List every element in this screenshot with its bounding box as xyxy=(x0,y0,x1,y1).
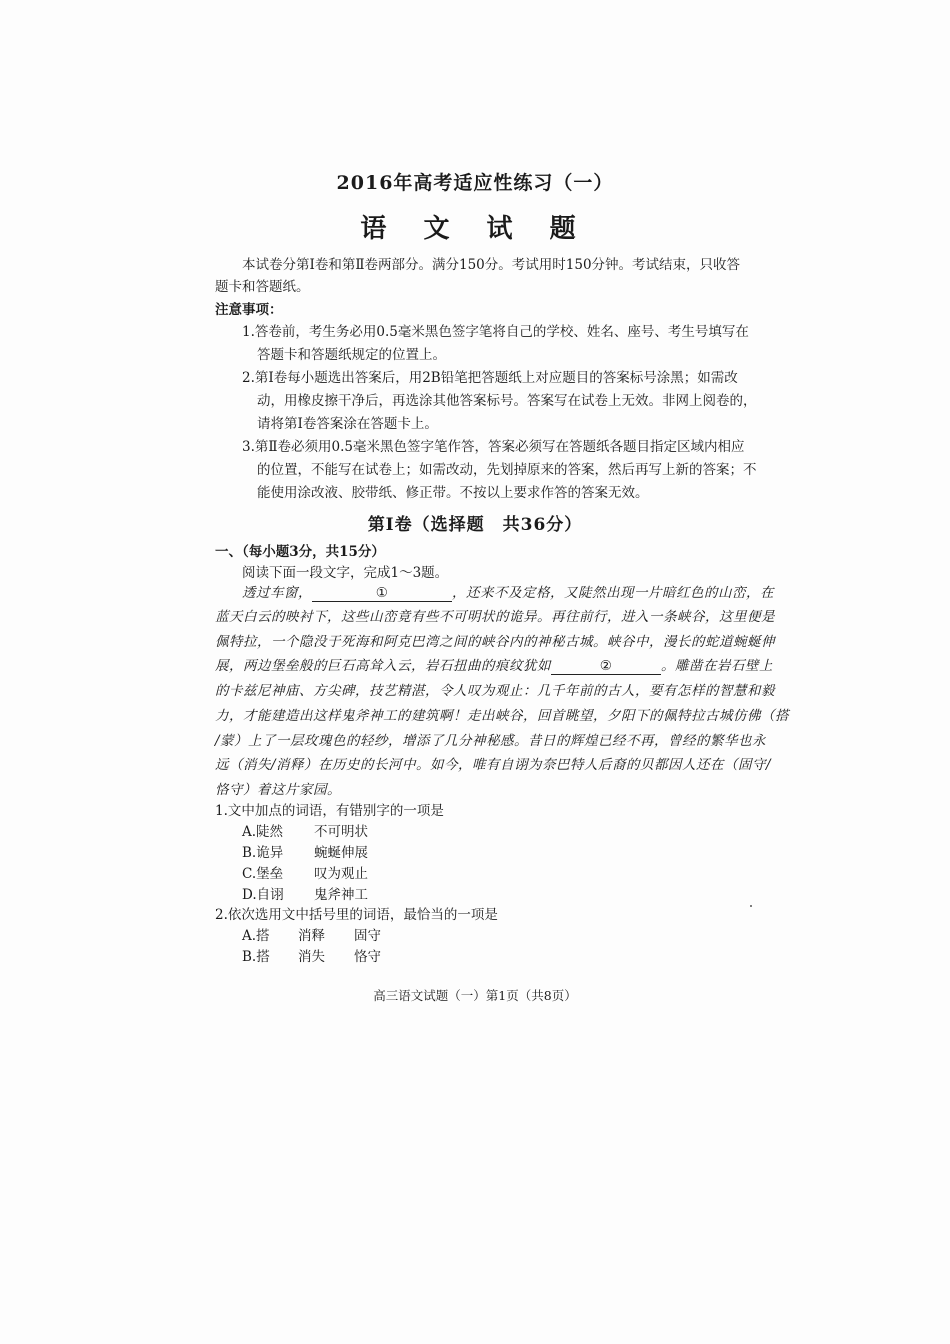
passage-text: 展，两边堡垒般的巨石高耸入云，岩石扭曲的痕纹犹如 xyxy=(215,658,551,674)
intro-line-2: 题卡和答题纸。 xyxy=(215,279,310,295)
scan-speck xyxy=(750,905,752,907)
question-2-stem: 2.依次选用文中括号里的词语，最恰当的一项是 xyxy=(215,907,498,923)
option-word: 消失 xyxy=(298,949,325,965)
note-2a: 2.第Ⅰ卷每小题选出答案后，用2B铅笔把答题纸上对应题目的答案标号涂黑；如需改 xyxy=(242,370,738,386)
passage-text: 透过车窗， xyxy=(242,585,312,601)
option-letter: D.自诩 xyxy=(242,887,284,903)
passage-line-9: 恪守）着这片家园。 xyxy=(215,782,341,798)
q1-option-d xyxy=(242,885,368,905)
note-3c: 能使用涂改液、胶带纸、修正带。不按以上要求作答的答案无效。 xyxy=(257,485,649,501)
exam-title: 2016年高考适应性练习（一） xyxy=(336,172,614,194)
note-3a: 3.第Ⅱ卷必须用0.5毫米黑色签字笔作答，答案必须写在答题纸各题目指定区域内相应 xyxy=(242,439,745,455)
option-letter: A.陡然 xyxy=(242,824,284,840)
option-letter: A.搭 xyxy=(242,928,270,944)
passage-line-2: 蓝天白云的映衬下，这些山峦竟有些不可明状的诡异。再往前行，进入一条峡谷，这里便是 xyxy=(215,609,775,625)
option-word: 固守 xyxy=(354,928,381,944)
blank-2: ② xyxy=(551,658,661,675)
note-1b: 答题卡和答题纸规定的位置上。 xyxy=(257,347,446,363)
part-heading: 一、（每小题3分，共15分） xyxy=(215,544,385,560)
option-text: 蜿蜒伸展 xyxy=(314,845,368,861)
option-letter: B.搭 xyxy=(242,949,270,965)
intro-line-1: 本试卷分第Ⅰ卷和第Ⅱ卷两部分。满分150分。考试用时150分钟。考试结束，只收答 xyxy=(242,257,741,273)
reading-instruction: 阅读下面一段文字，完成1～3题。 xyxy=(242,565,449,581)
passage-line-8: 远（消失/消释）在历史的长河中。如今，唯有自诩为奈巴特人后裔的贝都因人还在（固守/ xyxy=(215,757,772,773)
q1-option-b xyxy=(242,843,368,863)
q1-option-c xyxy=(242,864,368,884)
page-footer: 高三语文试题（一）第1页（共8页） xyxy=(373,988,577,1003)
option-letter: B.诡异 xyxy=(242,845,284,861)
q1-option-a xyxy=(242,822,368,842)
passage-line-6: 力，才能建造出这样鬼斧神工的建筑啊！走出峡谷，回首眺望，夕阳下的佩特拉古城仿佛（搭 xyxy=(215,708,789,724)
q2-option-a xyxy=(242,926,381,946)
option-text: 鬼斧神工 xyxy=(314,887,368,903)
option-word: 消释 xyxy=(298,928,325,944)
blank-1: ① xyxy=(312,585,452,602)
note-2c: 请将第Ⅰ卷答案涂在答题卡上。 xyxy=(257,416,438,432)
passage-line-3: 佩特拉，一个隐没于死海和阿克巴湾之间的峡谷内的神秘古城。峡谷中，漫长的蛇道蜿蜒伸 xyxy=(215,634,775,650)
question-1-stem: 1.文中加点的词语，有错别字的一项是 xyxy=(215,803,444,819)
notes-heading: 注意事项： xyxy=(215,302,283,318)
passage-line-1 xyxy=(242,583,774,603)
note-2b: 动，用橡皮擦干净后，再选涂其他答案标号。答案写在试卷上无效。非网上阅卷的， xyxy=(257,393,757,409)
note-3b: 的位置，不能写在试卷上；如需改动，先划掉原来的答案，然后再写上新的答案；不 xyxy=(257,462,757,478)
option-letter: C.堡垒 xyxy=(242,866,284,882)
passage-line-5: 的卡兹尼神庙、方尖碑，技艺精湛，令人叹为观止：几千年前的古人，要有怎样的智慧和毅 xyxy=(215,683,775,699)
subject-title: 语 文 试 题 xyxy=(360,214,590,244)
option-text: 不可明状 xyxy=(314,824,368,840)
q2-option-b xyxy=(242,947,381,967)
option-word: 恪守 xyxy=(354,949,381,965)
section-title: 第Ⅰ卷（选择题 共36分） xyxy=(367,515,583,535)
passage-line-7: /蒙）上了一层玫瑰色的轻纱，增添了几分神秘感。昔日的辉煌已经不再，曾经的繁华也永 xyxy=(215,733,767,749)
passage-text: ，还来不及定格，又陡然出现一片暗红色的山峦，在 xyxy=(452,585,774,601)
passage-line-4 xyxy=(215,656,773,676)
passage-text: 。雕凿在岩石壁上 xyxy=(661,658,773,674)
note-1a: 1.答卷前，考生务必用0.5毫米黑色签字笔将自己的学校、姓名、座号、考生号填写在 xyxy=(242,324,749,340)
option-text: 叹为观止 xyxy=(314,866,368,882)
